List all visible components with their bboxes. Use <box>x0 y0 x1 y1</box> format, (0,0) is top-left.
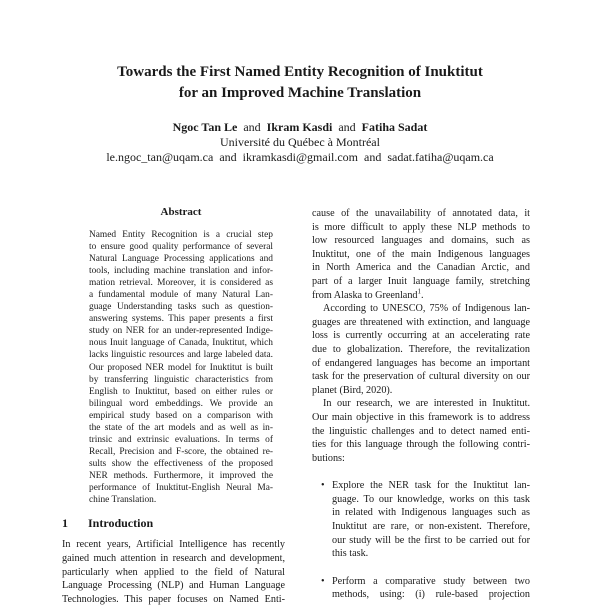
text-line: Our main objective in this framework is to address <box>312 411 530 423</box>
text-line: our study will be the first to be carried out for <box>332 534 530 546</box>
bullet-item <box>312 479 530 561</box>
paragraph <box>312 397 530 465</box>
text-line: NER methods. Furthermore, it improved the <box>89 470 273 481</box>
author-name: Ngoc Tan Le <box>172 120 238 134</box>
text-line: loss is currently occurring at an accelerating rate <box>312 330 530 342</box>
section-number: 1 <box>62 516 68 530</box>
text-line: tools, including machine translation and infor- <box>89 266 273 277</box>
text-line: Recall, Precision and F-score, the obtained re- <box>89 446 273 457</box>
text-line <box>312 207 530 221</box>
text-line: answering systems. This paper presents a first <box>89 314 273 325</box>
author-block <box>0 120 600 165</box>
abstract-body <box>89 229 273 506</box>
bullet-icon: • <box>321 480 325 492</box>
text-line: to ensure good quality performance of several <box>89 242 273 253</box>
text-span: low resourced languages and domains, such as <box>312 235 530 247</box>
author-name: Ikram Kasdi <box>266 120 333 134</box>
text-span: Inuktitut, one of the main Indigenous languages <box>312 248 530 260</box>
and-text: and <box>219 150 237 164</box>
bullet-item <box>312 575 530 602</box>
author-names <box>0 120 600 135</box>
title-line: for an Improved Machine Translation <box>178 85 422 101</box>
text-line: in related with Indigenous languages such as <box>332 507 530 519</box>
text-span: from Alaska to Greenland <box>312 289 418 301</box>
text-line: due to globalization. Therefore, the revitalization <box>312 343 530 355</box>
and-text: and <box>338 120 356 134</box>
text-line: task for the preservation of cultural diversity on our <box>312 371 530 383</box>
text-line: Technologies. This paper focuses on Named Enti- <box>62 594 285 606</box>
text-line: empirical study based on a comparison with <box>89 410 273 421</box>
text-line: In recent years, Artificial Intelligence has recently <box>62 539 285 550</box>
affiliation: Université du Québec à Montréal <box>220 135 380 149</box>
text-line: study on NER for an under-represented Indige- <box>89 326 273 337</box>
text-line: performance of Inuktitut-English Neural Ma- <box>89 482 273 493</box>
text-line: this task. <box>332 548 369 560</box>
text-line: English to Inuktitut, based on either rules or <box>89 386 273 397</box>
text-line: by transferring linguistic characteristics from <box>89 374 273 385</box>
section-heading-introduction <box>62 515 153 531</box>
text-line: guages are threatened with extinction, and language <box>312 316 530 328</box>
text-line: methods, using: (i) rule-based projection <box>332 589 530 601</box>
text-line: bilingual word embeddings. We provide an <box>89 398 273 409</box>
text-line: guage Understanding tasks such as question- <box>89 302 273 313</box>
author-name: Fatiha Sadat <box>361 120 428 134</box>
text-line: In our research, we are interested in Inuktitut. <box>323 398 530 410</box>
bullet-text <box>332 575 530 602</box>
text-span: in North America and the Canadian Arctic, and <box>312 262 530 274</box>
text-line: sults show the effectiveness of the proposed <box>89 458 273 469</box>
and-text: and <box>243 120 261 134</box>
paper-title <box>0 62 600 104</box>
text-span: . <box>421 289 424 301</box>
introduction-body <box>62 538 285 607</box>
text-line: According to UNESCO, 75% of Indigenous lan- <box>323 303 530 315</box>
text-line: ties for this language through the following contri- <box>312 439 530 451</box>
text-line <box>312 261 530 275</box>
text-line: trinsic and extrinsic evaluations. In terms of <box>89 434 273 445</box>
text-line <box>312 248 530 262</box>
text-line: guage. To our knowledge, works on this task <box>332 493 530 505</box>
abstract-heading: Abstract <box>160 206 202 218</box>
text-line: butions: <box>312 452 345 464</box>
text-line: gained much attention in research and development, <box>62 552 285 564</box>
text-span: cause of the unavailability of annotated data, it <box>312 208 530 219</box>
and-text: and <box>364 150 382 164</box>
text-line <box>312 234 530 248</box>
text-line: particularly when applied to the field of Natural <box>62 566 285 578</box>
text-line: planet (Bird, 2020). <box>312 384 393 396</box>
paragraph <box>312 207 530 302</box>
text-line: mation retrieval. Moreover, it is considered as <box>89 278 273 289</box>
text-line: of endangered languages has become an important <box>312 357 530 369</box>
section-title: Introduction <box>88 516 154 530</box>
text-line: the state of the art models and as well as in- <box>89 422 273 433</box>
bullet-text <box>332 479 530 561</box>
text-line: nous Inuit language of Canada, Inuktitut, which <box>89 338 273 349</box>
email: ikramkasdi@gmail.com <box>242 150 359 164</box>
text-span: is more difficult to apply these NLP methods to <box>312 221 530 233</box>
footnote-marker[interactable]: 1 <box>417 287 422 296</box>
bullet-icon: • <box>321 575 325 587</box>
text-line: Explore the NER task for the Inuktitut lan- <box>332 480 530 492</box>
text-line: a fundamental module of many Natural Lan- <box>89 290 273 301</box>
text-line: Inuktitut are rare, or non-existent. Therefore, <box>332 521 530 533</box>
text-line: Named Entity Recognition is a crucial step <box>89 230 273 240</box>
text-line <box>312 221 530 235</box>
paragraph <box>312 302 530 397</box>
text-line: Perform a comparative study between two <box>332 575 530 587</box>
author-emails <box>0 150 600 165</box>
email: sadat.fatiha@uqam.ca <box>387 150 494 164</box>
title-line: Towards the First Named Entity Recognition of Inuktitut <box>117 64 483 80</box>
text-line: lacks linguistic resources and large labeled data. <box>89 350 273 361</box>
right-column <box>312 207 530 602</box>
text-line <box>312 289 530 303</box>
text-line: Our proposed NER model for Inuktitut is built <box>89 362 273 373</box>
text-line: Natural Language Processing applications and <box>89 254 273 265</box>
text-line: the linguistic challenges and to detect named enti- <box>312 425 530 437</box>
text-span: part of a larger Inuit language family, stretching <box>312 275 530 287</box>
text-line: Language Processing (NLP) and Human Language <box>62 580 285 592</box>
text-line: chine Translation. <box>89 495 157 506</box>
email: le.ngoc_tan@uqam.ca <box>106 150 214 164</box>
